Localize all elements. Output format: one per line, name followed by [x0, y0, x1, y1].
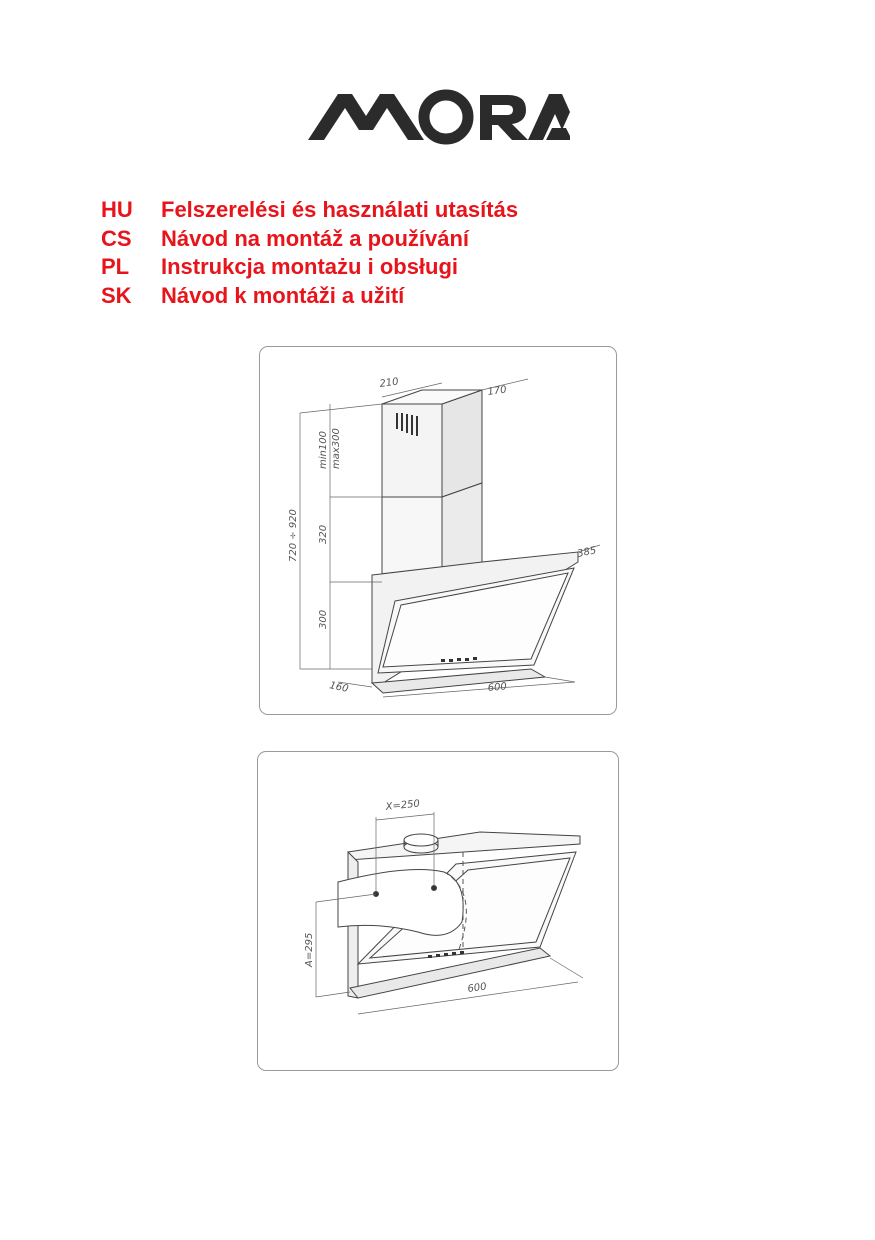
dimension-drawing-panel	[259, 346, 617, 715]
language-code: SK	[101, 282, 132, 308]
hood-dimension-drawing	[260, 347, 616, 714]
dim-label-x: X=250	[385, 798, 421, 813]
language-row-pl	[101, 253, 518, 282]
dim-label-chimney-width: 210	[378, 376, 400, 390]
language-title: Návod k montáži a užití	[161, 282, 405, 308]
dim-label-bottom-depth: 160	[328, 680, 350, 695]
language-code: PL	[101, 254, 130, 280]
language-row-cs	[101, 225, 518, 254]
language-row-hu	[101, 196, 518, 225]
dim-label-chimney-depth: 170	[486, 384, 508, 398]
language-title-list	[101, 196, 518, 310]
dim-label-hood-height: 300	[318, 609, 329, 629]
language-title: Felszerelési és használati utasítás	[161, 197, 519, 223]
language-title: Návod na montáž a používání	[161, 225, 470, 251]
installation-drawing-panel	[257, 751, 619, 1071]
dim-label-extension-min: min100	[318, 431, 329, 469]
dim-label-total-height: 720 ÷ 920	[288, 509, 299, 562]
mora-logo	[300, 80, 570, 150]
hood-installation-drawing	[258, 752, 618, 1070]
dim-label-width: 600	[466, 981, 488, 995]
language-code: CS	[101, 225, 132, 251]
language-code: HU	[101, 197, 133, 223]
dim-label-a: A=295	[304, 932, 315, 967]
dim-label-chimney-lower: 320	[318, 524, 329, 544]
language-row-sk	[101, 282, 518, 311]
dim-label-hood-depth: 385	[576, 545, 598, 560]
language-title: Instrukcja montażu i obsługi	[161, 254, 459, 280]
dim-label-extension-max: max300	[331, 428, 342, 469]
dim-label-bottom-width: 600	[487, 681, 508, 694]
